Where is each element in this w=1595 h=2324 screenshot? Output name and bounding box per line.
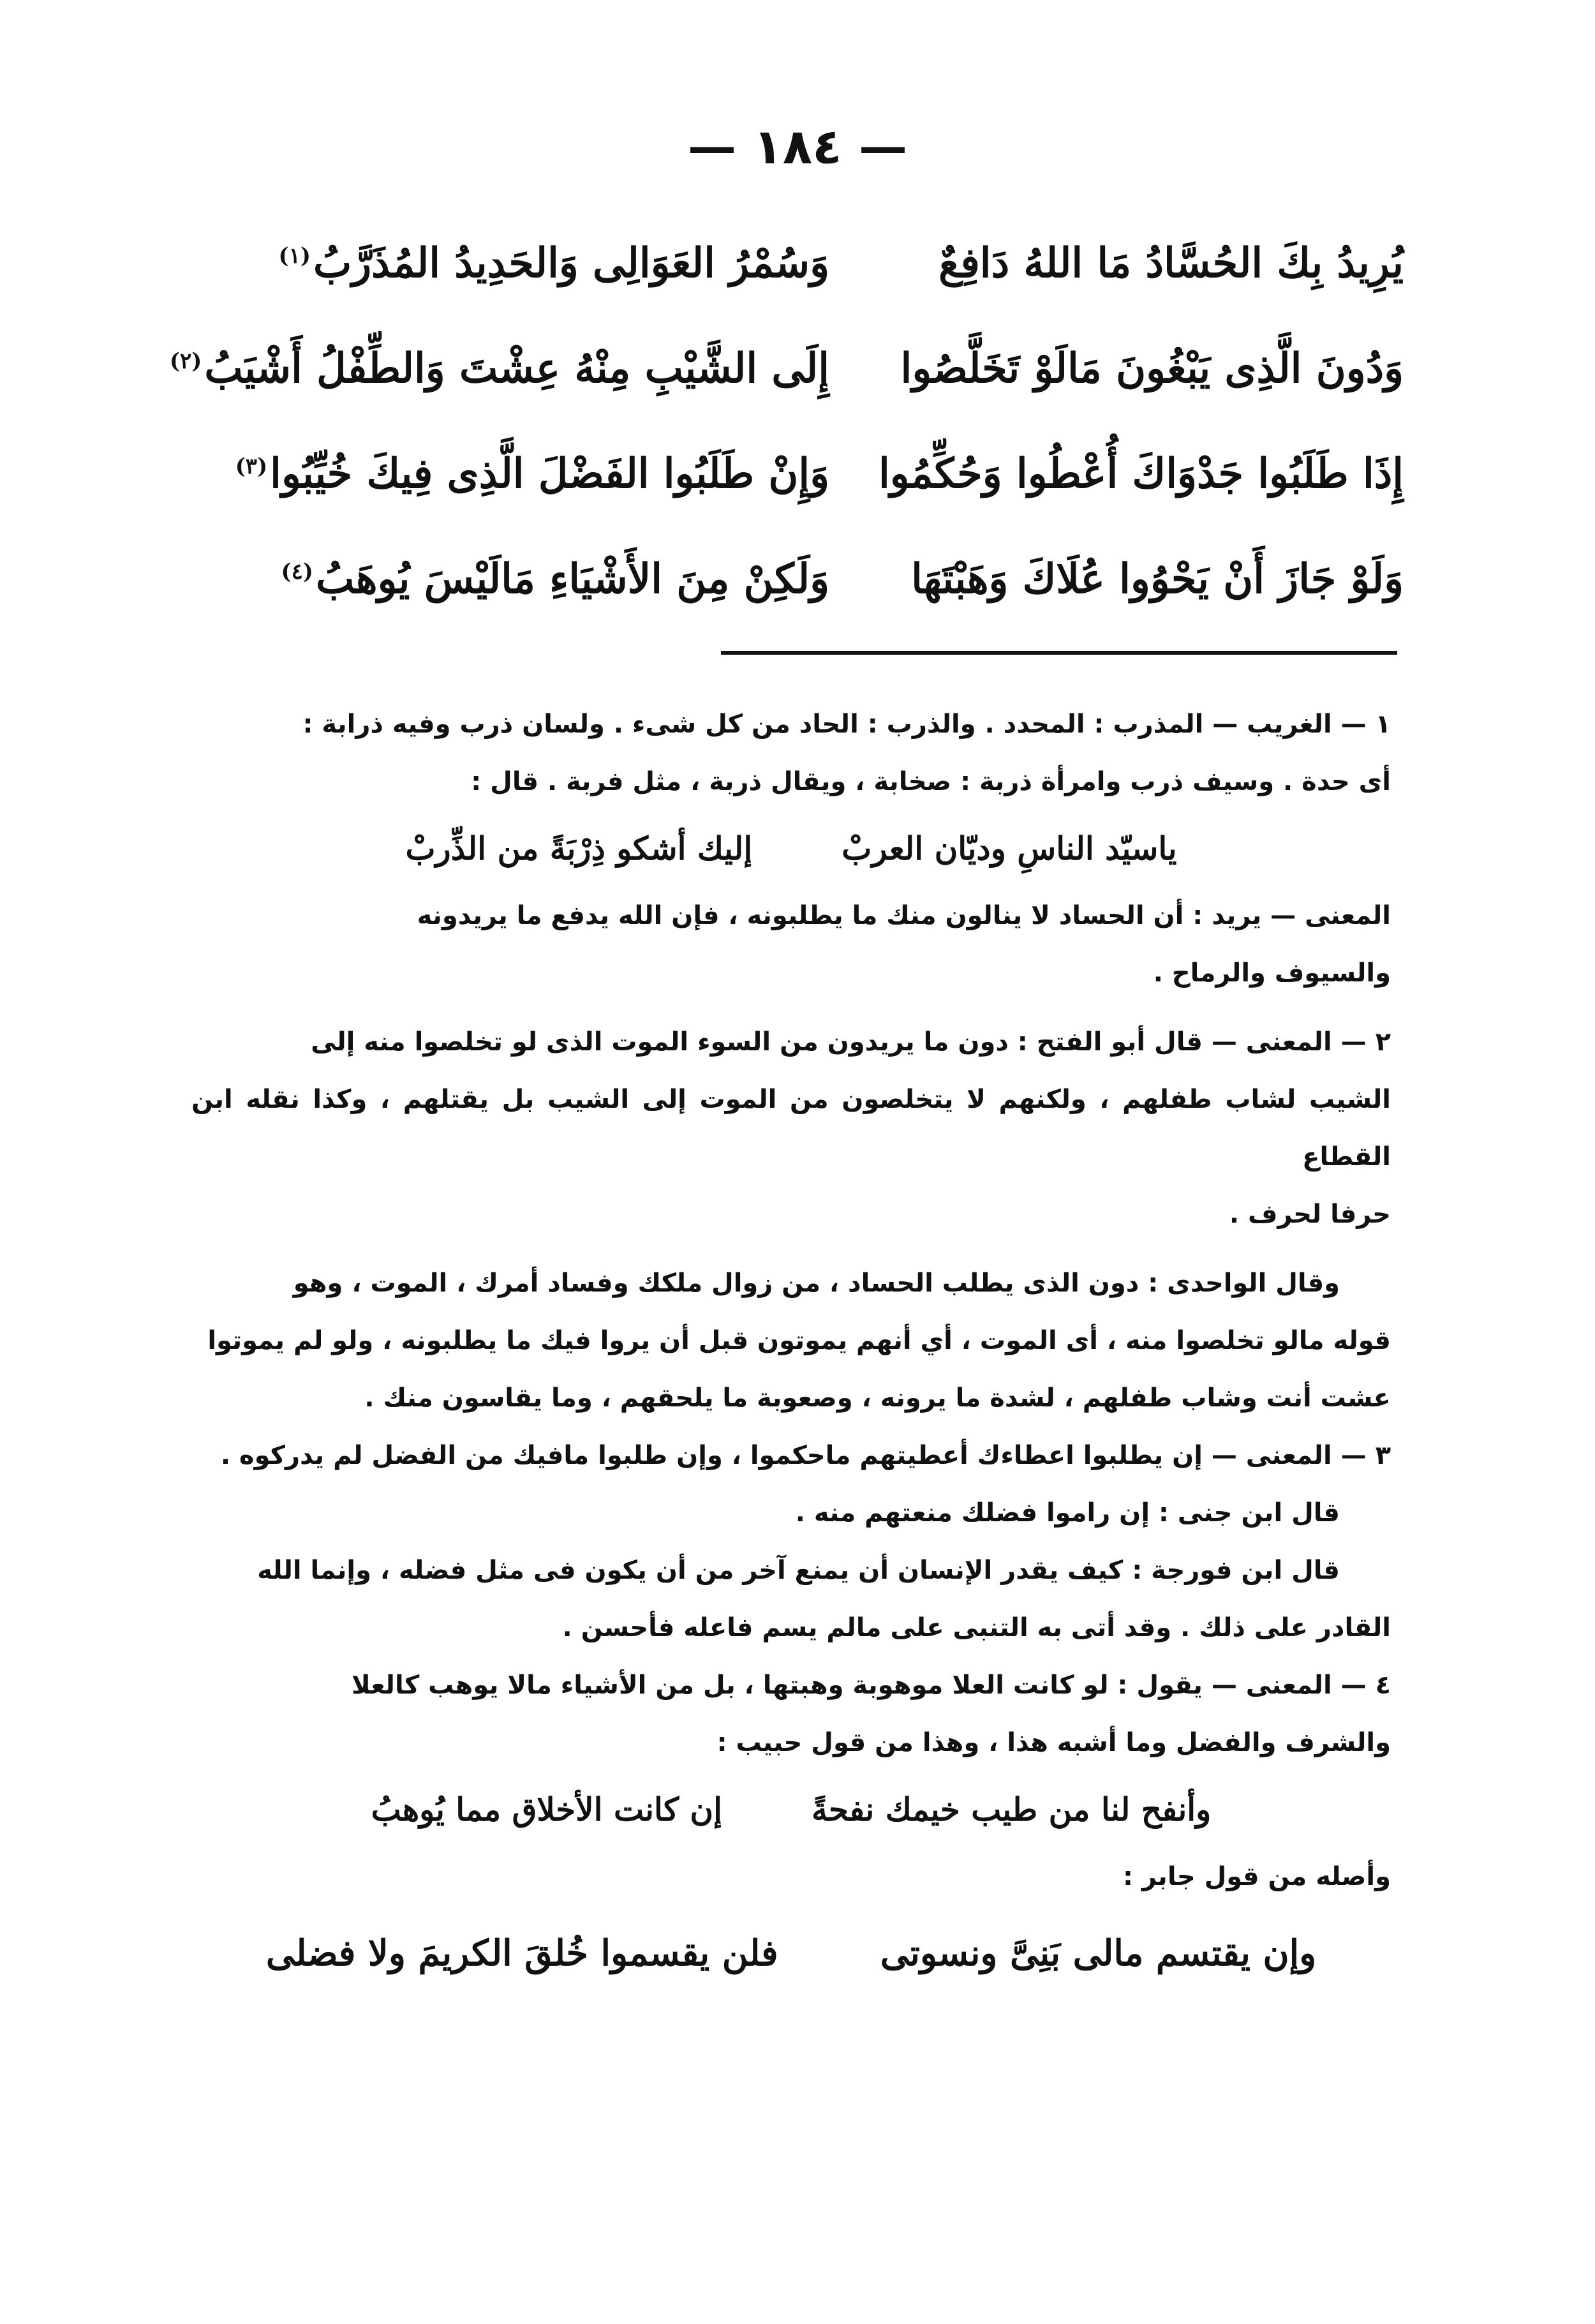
verse-hemistich-second <box>191 450 829 498</box>
verse-text: وَإِنْ طَلَبُوا الفَضْلَ الَّذِى فِيكَ خُيِّبُوا <box>270 450 829 498</box>
footnote-separator <box>721 651 1397 655</box>
footnote-ref: (١) <box>278 242 311 269</box>
note-line: ١ — الغريب — المذرب : المحدد . والذرب : الحاد من كل شىء . ولسان ذرب وفيه ذرابة : <box>302 710 1391 739</box>
note-line: حرفا لحرف . <box>1229 1200 1391 1229</box>
note-line: وقال الواحدى : دون الذى يطلب الحساد ، من زوال ملكك وفساد أمرك ، الموت ، وهو <box>293 1269 1340 1298</box>
note-line: ٢ — المعنى — قال أبو الفتح : دون ما يريدون من السوء الموت الذى لو تخلصوا منه إلى <box>311 1027 1391 1057</box>
note-line: ٤ — المعنى — يقول : لو كانت العلا موهوبة وهبتها ، بل من الأشياء مالا يوهب كالعلا <box>351 1671 1391 1700</box>
note-line: قال ابن فورجة : كيف يقدر الإنسان أن يمنع آخر من أن يكون فى مثل فضله ، وإنما الله <box>257 1556 1340 1585</box>
note-line: القادر على ذلك . وقد أتى به التنبى على مالم يسم فاعله فأحسن . <box>562 1613 1391 1642</box>
verse-row <box>169 316 1404 421</box>
footnote-ref: (٣) <box>235 453 268 479</box>
verse-hemistich-first: وَلَوْ جَازَ أَنْ يَحْوُوا عُلَاكَ وَهَبْتَهَا <box>911 555 1404 603</box>
page-number: — ١٨٤ — <box>687 118 908 175</box>
spacer <box>191 1002 1391 1013</box>
note-line: ٣ — المعنى — إن يطلبوا اعطاءك أعطيتهم ماحكموا ، وإن طلبوا مافيك من الفضل لم يدركوه . <box>220 1441 1391 1470</box>
footnote-ref: (٢) <box>169 348 202 374</box>
note-line: أى حدة . وسيف ذرب وامرأة ذربة : صخابة ، ويقال ذربة ، مثل فربة . قال : <box>471 767 1391 796</box>
verse-row <box>191 421 1404 526</box>
footnotes <box>191 696 1391 2001</box>
verse-row <box>191 526 1404 632</box>
quoted-verse-second: فلن يقسموا خُلقَ الكريمَ ولا فضلى <box>265 1932 778 1974</box>
quoted-verse-second: إليك أشكو ذِرْبَةً من الذِّربْ <box>405 830 753 867</box>
note-line: الشيب لشاب طفلهم ، ولكنهم لا يتخلصون من الموت إلى الشيب بل يقتلهم ، وكذا نقله ابن القطاع <box>191 1085 1391 1172</box>
note-line: المعنى — يريد : أن الحساد لا ينالون منك ما يطلبونه ، فإن الله يدفع ما يريدونه <box>417 901 1391 930</box>
note-line: وأصله من قول جابر : <box>1123 1862 1391 1891</box>
quoted-verse-first: وإن يقتسم مالى بَنِىَّ ونسوتى <box>880 1932 1317 1974</box>
verse-hemistich-second <box>191 239 829 287</box>
verse-hemistich-first: يُرِيدُ بِكَ الحُسَّادُ مَا اللهُ دَافِعٌ <box>938 239 1404 287</box>
quoted-verse <box>191 810 1391 887</box>
verse-row <box>191 211 1404 316</box>
verse-hemistich-second <box>191 555 829 603</box>
verse-text: إِلَى الشَّيْبِ مِنْهُ عِشْتَ وَالطِّفْلُ أَشْيَبُ <box>204 345 829 392</box>
note-line: قوله مالو تخلصوا منه ، أى الموت ، أي أنهم يموتون قبل أن يروا فيك ما يطلبونه ، ولو لم يموتوا <box>207 1326 1391 1355</box>
verses-block <box>169 211 1404 632</box>
quoted-verse-first: ياسيّد الناسِ وديّان العربْ <box>842 830 1177 867</box>
quoted-verse-first: وأنفح لنا من طيب خيمك نفحةً <box>812 1791 1212 1828</box>
verse-text: وَلَكِنْ مِنَ الأَشْيَاءِ مَالَيْسَ يُوهَبُ <box>315 555 829 603</box>
verse-hemistich-first: وَدُونَ الَّذِى يَبْغُونَ مَالَوْ تَخَلَّصُوا <box>900 345 1404 392</box>
note-line: والسيوف والرماح . <box>1153 958 1391 988</box>
verse-hemistich-first: إِذَا طَلَبُوا جَدْوَاكَ أُعْطُوا وَحُكِّمُوا <box>878 450 1404 498</box>
note-line: عشت أنت وشاب طفلهم ، لشدة ما يرونه ، وصعوبة ما يلحقهم ، وما يقاسون منك . <box>364 1383 1391 1413</box>
note-line: قال ابن جنى : إن راموا فضلك منعتهم منه . <box>795 1498 1340 1528</box>
verse-hemistich-second <box>169 345 829 392</box>
verse-text: وَسُمْرُ العَوَالِى وَالحَدِيدُ المُذَرَّبُ <box>313 239 829 287</box>
spacer <box>191 1243 1391 1255</box>
quoted-verse-second: إن كانت الأخلاق مما يُوهبُ <box>371 1791 723 1828</box>
quoted-verse <box>191 1771 1391 1848</box>
footnote-ref: (٤) <box>281 558 313 585</box>
note-line: والشرف والفضل وما أشبه هذا ، وهذا من قول حبيب : <box>716 1728 1391 1757</box>
quoted-verse <box>191 1905 1391 2001</box>
